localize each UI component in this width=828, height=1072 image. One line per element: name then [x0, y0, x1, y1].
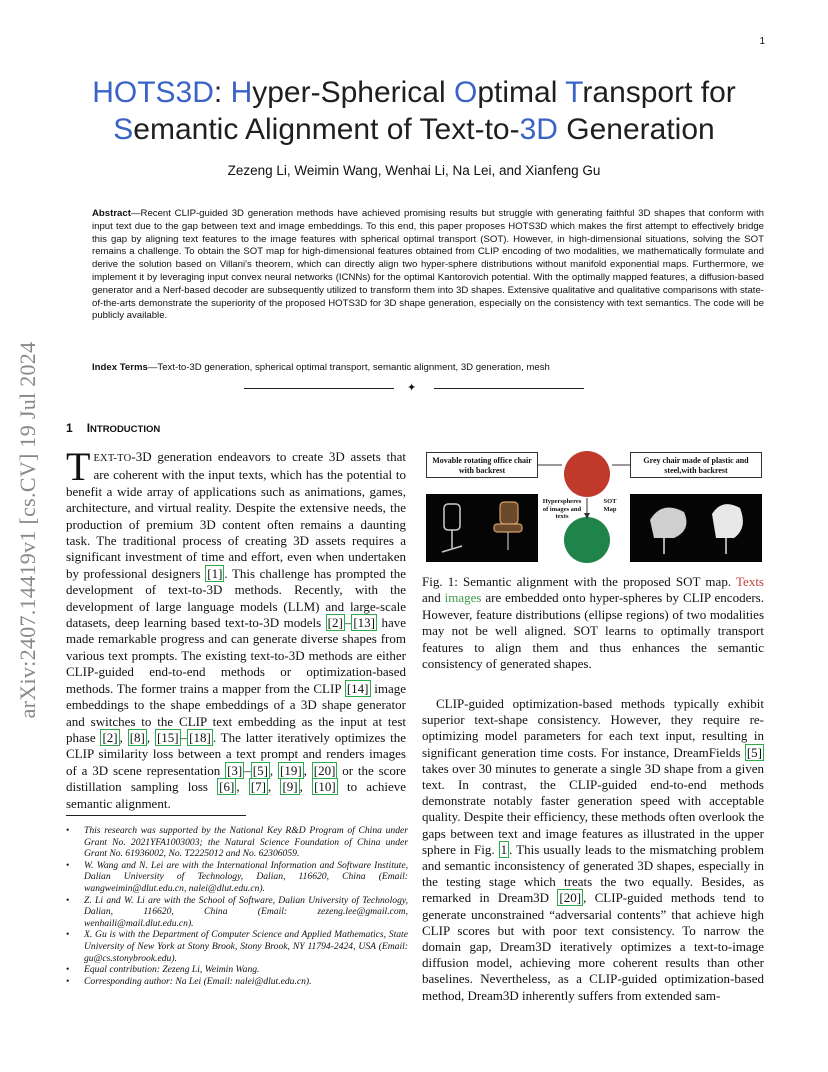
map-label: SOT Map [603, 498, 617, 513]
section-heading [66, 421, 160, 435]
chair-photo-right [630, 494, 762, 562]
citation-link[interactable]: [18] [189, 729, 211, 745]
citation-link[interactable]: [6] [219, 779, 235, 795]
footnote-item: • W. Wang and N. Lei are with the International Information and Software Institute, Dalian University of Technology, Dalian, 116620, China (Email: wangweimin@dlut.edu.cn, nalei@dlut.edu.cn). [66, 860, 408, 895]
citation-link[interactable]: [13] [353, 615, 375, 631]
section-number: 1 [66, 421, 73, 435]
title-text: Generation [557, 113, 715, 146]
abstract-label: Abstract [92, 208, 131, 219]
body-text: , [269, 762, 278, 778]
title-text: ptimal [477, 76, 566, 109]
body-text: . This challenge has prompted the development of text-to-3D methods. Recently, with the development of large language models (LLM) and large-scale datasets, deep learning based text-to-3D models [66, 565, 407, 631]
caption-images-word: images [444, 590, 482, 606]
footnote-item: • This research was supported by the National Key R&D Program of China under Grant No. 2021YFA1003003; the Natural Science Foundation of China under Grant No. 61936002, No. T2225012 and No. 62306059. [66, 825, 408, 860]
citation-link[interactable]: [10] [314, 779, 336, 795]
title-highlight: HOTS3D [92, 76, 214, 109]
body-text: – [180, 729, 188, 745]
body-text: CLIP-guided optimization-based methods typically exhibit superior text-shape consistency. However, they require re-optimizing model parameters for each text input, resulting in significant generation time costs. For instance, DreamFields [422, 696, 764, 760]
right-paragraph [422, 696, 764, 1004]
title-line-2 [40, 111, 788, 148]
arxiv-stamp [8, 295, 48, 765]
title-highlight: O [454, 76, 478, 109]
title-highlight: S [113, 113, 134, 146]
citation-link[interactable]: [20] [559, 890, 582, 906]
lower-hypersphere [564, 517, 610, 563]
intro-body [66, 444, 407, 811]
body-text: , [236, 779, 249, 795]
section-initial: I [86, 421, 91, 435]
body-text: . The latter iteratively optimizes the CLIP similarity loss between a text prompt and renders images of a 3D scene representation [66, 729, 407, 778]
body-text: or the score distillation sampling loss [66, 762, 407, 795]
intro-smallcaps: EXT-TO [93, 453, 132, 464]
sphere-label: Hyperspheres of images and texts [542, 498, 582, 520]
index-terms-label: Index Terms [92, 362, 148, 373]
body-text: – [344, 615, 352, 631]
citation-link[interactable]: [5] [252, 762, 268, 778]
title-text: yper-Spherical [252, 76, 454, 109]
abstract [92, 208, 764, 323]
upper-hypersphere [564, 451, 610, 497]
body-text: , [146, 729, 155, 745]
body-text: , [303, 762, 312, 778]
footnote-item: • Z. Li and W. Li are with the School of Software, Dalian University of Technology, Dalian, 116620, China (Email: zezeng.lee@gmail.com, wenhaili@mail.dlut.edu.cn). [66, 895, 408, 930]
title-highlight: H [230, 76, 253, 109]
citation-link[interactable]: [1] [207, 565, 223, 581]
body-text: , CLIP-guided methods tend to generate unconstrained “adversarial contents” that achieve high CLIP scores but with poor text consistency. To narrow the domain gap, Dream3D iteratively optimizes a text-to-image diffusion model, achieving more coherent results than other baselines. Nevertheless, as a CLIP-guided optimization-based method, Dream3D inherently suffers from extended sam- [422, 890, 764, 1003]
paper-title [40, 74, 788, 148]
citation-link[interactable]: [15] [156, 729, 179, 745]
footnotes [66, 825, 408, 987]
citation-link[interactable]: [2] [327, 615, 343, 631]
footnote-item: • Equal contribution: Zezeng Li, Weimin Wang. [66, 964, 408, 976]
figure-1 [422, 450, 764, 566]
citation-link[interactable]: [2] [102, 729, 118, 745]
citation-link[interactable]: 1 [500, 841, 508, 857]
divider-symbol: ✦ [407, 382, 417, 394]
body-text: , [119, 729, 128, 745]
citation-link[interactable]: [20] [313, 762, 336, 778]
page-number: 1 [759, 36, 765, 47]
footnote-item: • Corresponding author: Na Lei (Email: nalei@dlut.edu.cn). [66, 976, 408, 988]
body-text: , [267, 779, 281, 795]
author-list: Zezeng Li, Weimin Wang, Wenhai Li, Na Lei, and Xianfeng Gu [227, 163, 601, 178]
arxiv-id: arXiv:2407.14419v1 [cs.CV] 19 Jul 2024 [15, 341, 40, 719]
citation-link[interactable]: [7] [250, 779, 266, 795]
caption-and-word: and [422, 590, 445, 606]
footnote-item: • X. Gu is with the Department of Computer Science and Applied Mathematics, State University of New York at Stony Brook, Stony Brook, NY 11794-2424, USA (Email: gu@cs.stonybrook.edu). [66, 929, 408, 964]
divider-line-right [434, 388, 584, 389]
citation-link[interactable]: [9] [282, 779, 298, 795]
abstract-text: —Recent CLIP-guided 3D generation methods have achieved promising results but struggle with generating faithful 3D shapes that conform with input text due to the gap between text and image embeddings. To this end, this paper proposes HOTS3D which makes the first attempt to effectively bridge this gap by aligning text features to the image features with spherical optimal transport (SOT). However, in high-dimensional situations, solving the SOT remains a challenge. To obtain the SOT map for high-dimensional features obtained from CLIP encoding of two modalities, we mathematically formulate and derive the solution based on Villani's theorem, which can directly align two hyper-sphere distributions without manifold exponential maps. Furthermore, we implement it by leveraging input convex neural networks (ICNNs) for the optimal Kantorovich potential. With the optimally mapped features, a diffusion-based generator and a Nerf-based decoder are subsequently utilized to transform them into 3D shapes. Extensive qualitative and qualitative comparisons with state-of-the-arts demonstrate the superiority of the proposed HOTS3D for 3D shape generation, especially on the consistency with text semantics. The code will be publicly available. [92, 208, 764, 322]
caption-rest: are embedded onto hyper-spheres by CLIP encoders. However, feature distributions (ellipse regions) of two modalities may not be well aligned. SOT learns to optimally transport features to align them and thus enhances the semantic consistency of generated shapes. [422, 590, 764, 672]
figure-right-label: Grey chair made of plastic and steel,with backrest [630, 452, 762, 478]
body-text: , [299, 779, 313, 795]
body-text: takes over 30 minutes to generate a single 3D shape from a given text. In contrast, the CLIP-guided end-to-end methods demonstrate notably faster generation speed with acceptable quality. Despite their efficiency, these methods often overlook the gaps between text and image features as illustrated in the upper sphere in Fig. [422, 760, 764, 857]
section-title-rest: NTRODUCTION [90, 424, 161, 435]
index-terms [92, 362, 764, 375]
body-text: have made remarkable progress and can generate diverse shapes from various text prompts. The existing text-to-3D methods are either CLIP-guided end-to-end methods or optimization-based methods. The former trains a mapper from the CLIP [66, 615, 406, 696]
title-text: : [213, 76, 231, 109]
intro-paragraph [66, 444, 407, 812]
figure-caption [422, 574, 764, 672]
body-text: to achieve semantic alignment. [66, 779, 407, 811]
body-text: -3D generation endeavors to create 3D assets that are coherent with the input texts, which has the potential to benefit a wide array of applications such as animations, games, architecture, and virtual reality. Despite the extensive needs, the production of premium 3D content often remains a daunting task. The traditional process of creating 3D assets requires a significant investment of time and effort, even when undertaken by professional designers [66, 449, 406, 581]
body-text: image embeddings to the shape embeddings of a 3D shape generator and switches to the CLIP text embedding as the input at test phase [66, 680, 407, 745]
citation-link[interactable]: [8] [129, 729, 145, 745]
title-highlight: T [565, 76, 583, 109]
figure-left-label: Movable rotating office chair with backrest [426, 452, 538, 478]
divider-line-left [244, 388, 394, 389]
body-text: . This usually leads to the mismatching problem and semantic inconsistency of generated 3D shapes, especially in the testing stage which treats the two equally. Besides, as remarked in Dream3D [422, 841, 764, 906]
title-text: emantic Alignment of Text-to- [133, 113, 520, 146]
title-text: ransport for [582, 76, 736, 109]
title-highlight: 3D [519, 113, 558, 146]
drop-cap: T [66, 444, 91, 489]
citation-link[interactable]: [19] [280, 762, 302, 778]
index-terms-text: —Text-to-3D generation, spherical optimal transport, semantic alignment, 3D generation, mesh [147, 362, 550, 373]
citation-link[interactable]: [14] [346, 680, 369, 696]
figure-graphic [422, 450, 764, 566]
section-divider [244, 382, 584, 394]
citation-link[interactable]: [5] [746, 744, 762, 760]
caption-prefix: Fig. 1: Semantic alignment with the proposed SOT map. [422, 574, 737, 589]
title-line-1 [40, 74, 788, 111]
citation-link[interactable]: [3] [227, 762, 243, 778]
footnote-rule [66, 815, 246, 816]
caption-texts-word: Texts [736, 574, 764, 589]
body-text: – [244, 762, 251, 778]
